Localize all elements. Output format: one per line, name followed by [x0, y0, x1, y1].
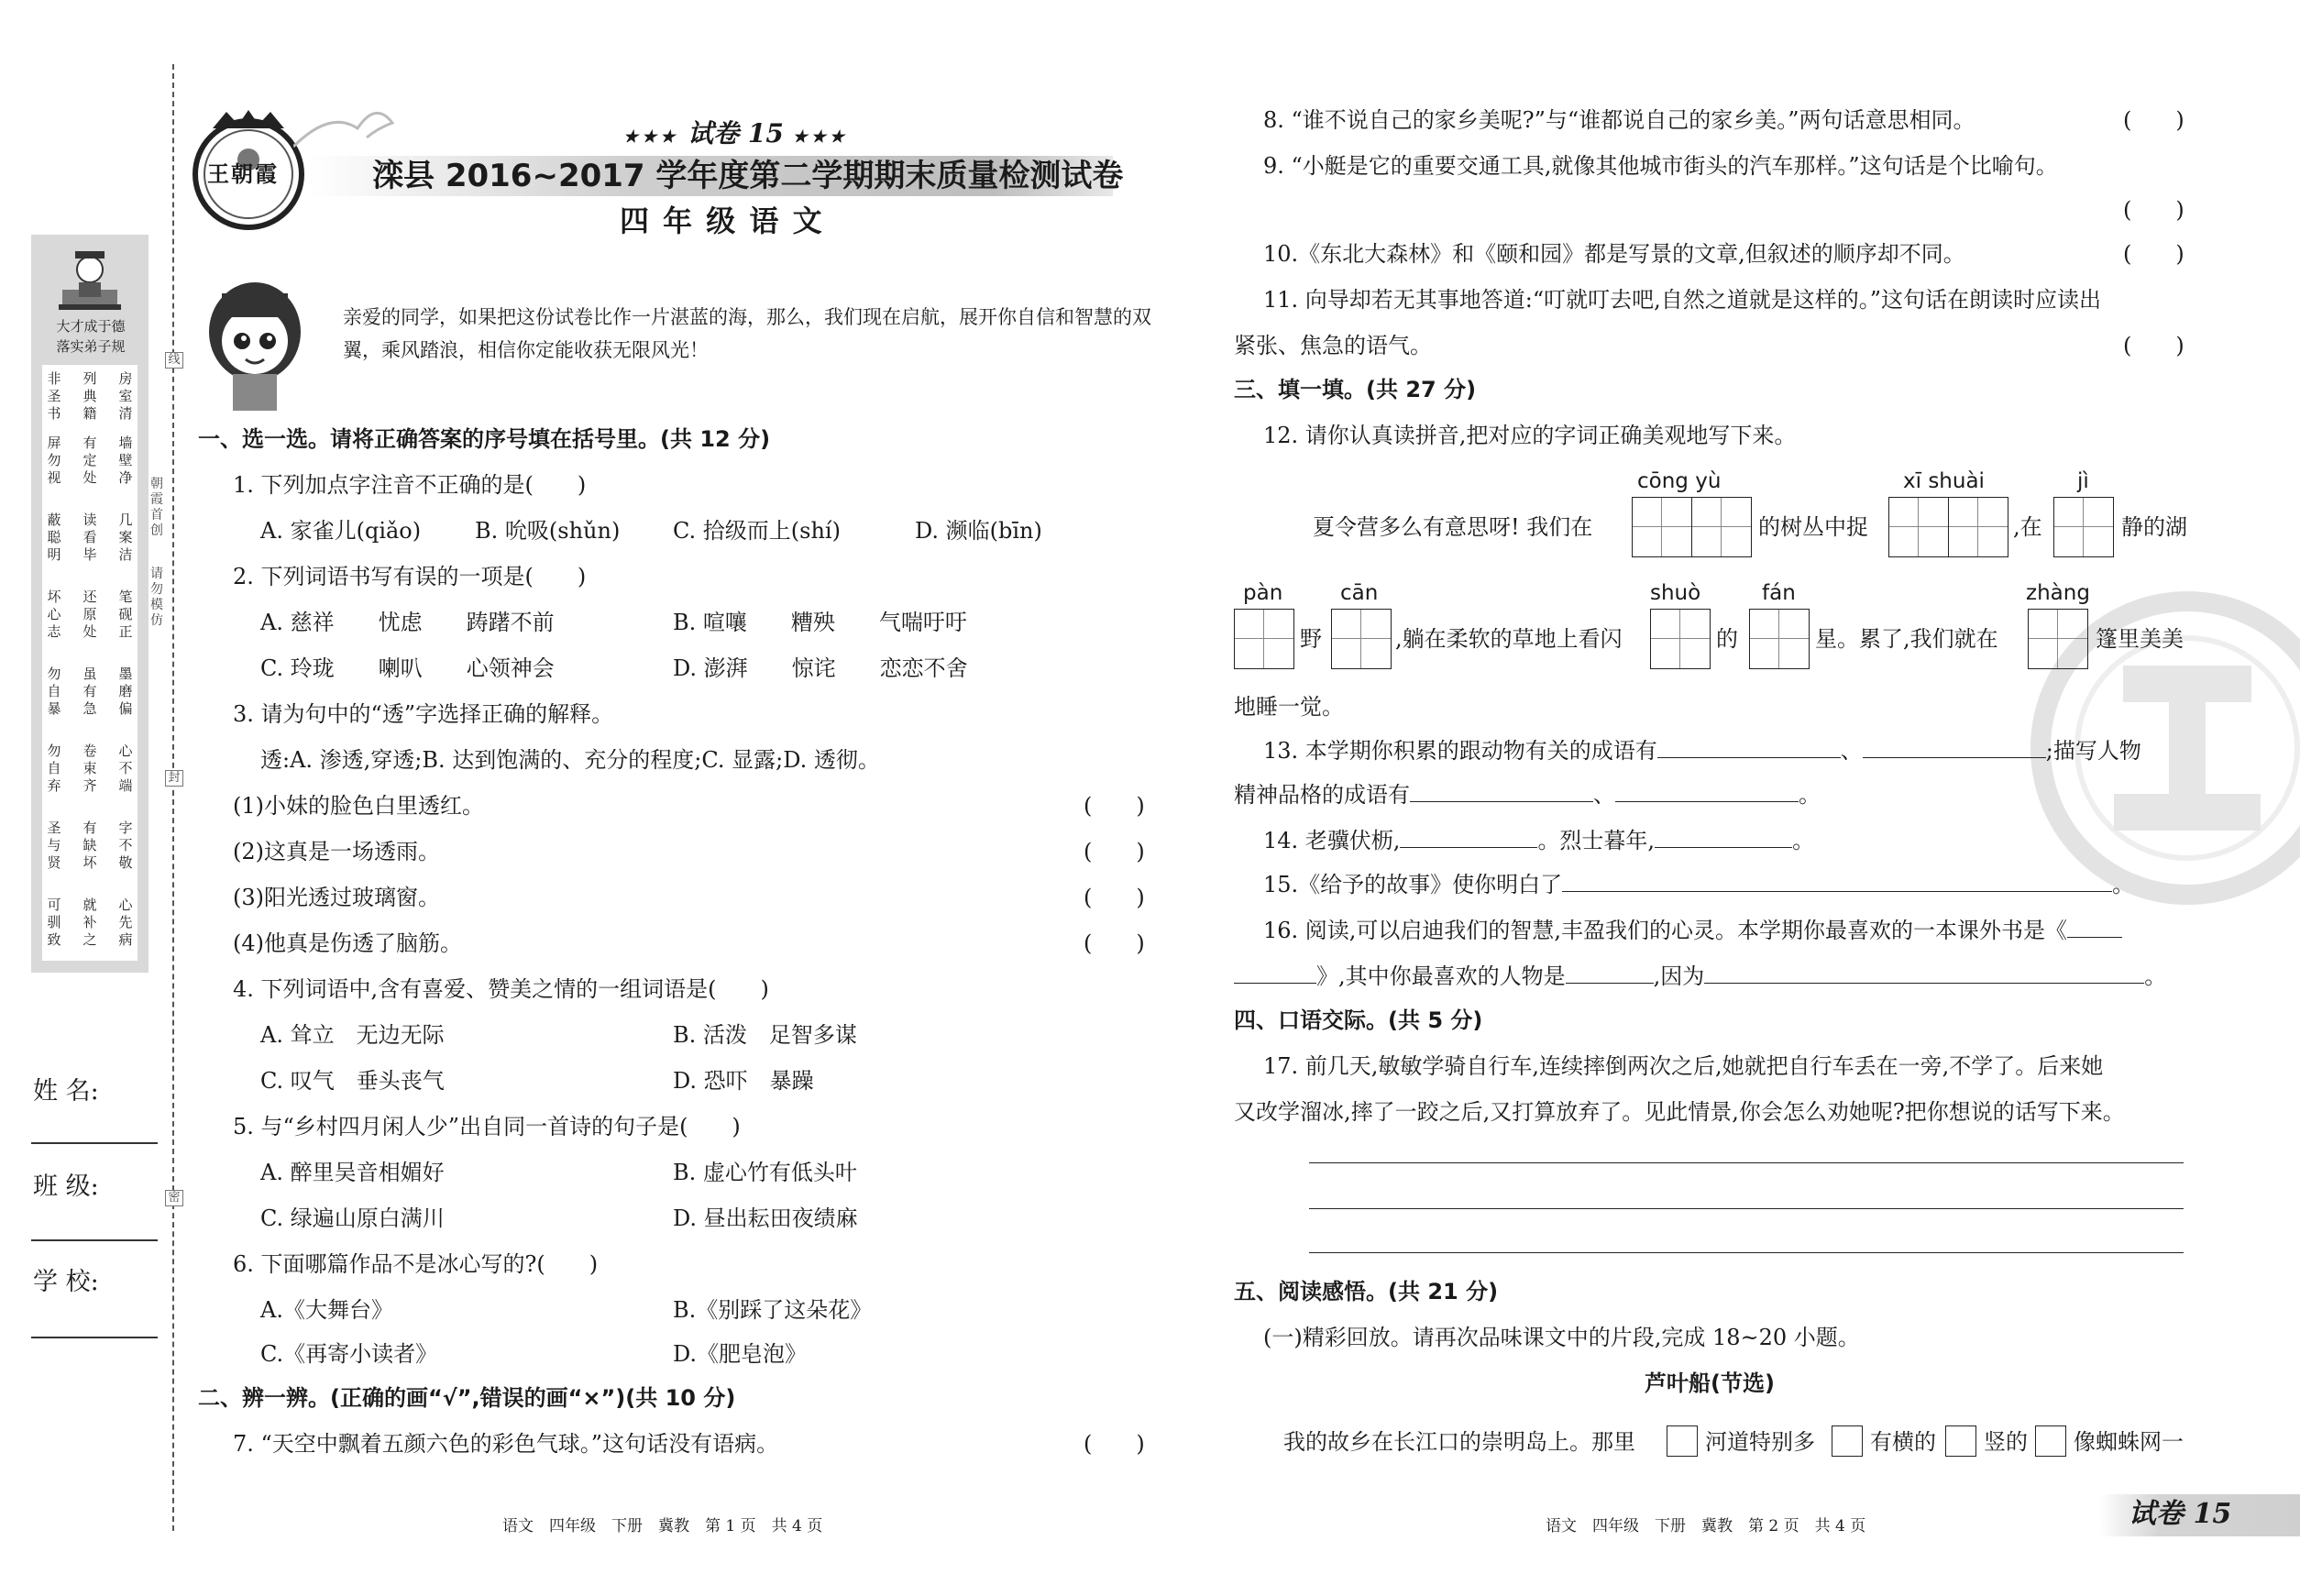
q13-line-2: 精神品格的成语有 、 。 [1234, 782, 1821, 808]
pinyin-zhang: zhàng [2026, 581, 2090, 605]
q8-answer-paren[interactable]: ( ) [2123, 107, 2184, 133]
rules-panel [31, 235, 149, 973]
q12-text-3: ,在 [2013, 514, 2042, 540]
poem-col: 笔砚正 [118, 589, 133, 640]
seal-tag-mi: 密 [165, 1190, 183, 1206]
q6-option-a[interactable]: A.《大舞台》 [260, 1297, 393, 1323]
passage-text-1: 我的故乡在长江口的崇明岛上。那里 [1283, 1429, 1635, 1455]
side-text-original: 朝霞首创 [150, 477, 163, 538]
q14-blank-2[interactable] [1655, 827, 1792, 848]
writing-grid-xi-shuai[interactable] [1888, 497, 2008, 557]
q11-line-1: 11. 向导却若无其事地答道:“叮就叮去吧,自然之道就是这样的。”这句话在朗读时应读出 [1263, 287, 2102, 313]
name-field-line[interactable] [31, 1142, 158, 1144]
q8-stem: 8. “谁不说自己的家乡美呢?”与“谁都说自己的家乡美。”两句话意思相同。 [1263, 107, 1975, 133]
seal-tag-feng: 封 [165, 770, 183, 787]
q6-option-b[interactable]: B.《别踩了这朵花》 [673, 1297, 873, 1323]
writing-grid-shuo[interactable] [1650, 609, 1711, 669]
q11-line-2: 紧张、焦急的语气。 [1234, 333, 1432, 358]
writing-grid-can[interactable] [1331, 609, 1392, 669]
q13-blank-4[interactable] [1615, 781, 1799, 802]
punctuation-box-2[interactable] [1832, 1425, 1863, 1457]
poem-col: 墨磨偏 [118, 666, 133, 717]
writing-grid-zhang[interactable] [2028, 609, 2088, 669]
q13-line-1: 13. 本学期你积累的跟动物有关的成语有 、 ;描写人物 [1263, 738, 2141, 764]
section-3-title: 三、填一填。(共 27 分) [1234, 377, 1477, 402]
school-field-line[interactable] [31, 1337, 158, 1338]
q1-stem: 1. 下列加点字注音不正确的是( ) [233, 472, 587, 498]
punctuation-box-3[interactable] [1945, 1425, 1976, 1457]
q12-stem: 12. 请你认真读拼音,把对应的字词正确美观地写下来。 [1263, 423, 1797, 448]
q12-text-6: ,躺在柔软的草地上看闪 [1395, 626, 1623, 652]
q17-answer-line-1[interactable] [1309, 1162, 2184, 1163]
poem-col: 心不端 [118, 743, 133, 794]
q16-line-1: 16. 阅读,可以启迪我们的智慧,丰盈我们的心灵。本学期你最喜欢的一本课外书是《 [1263, 917, 2122, 944]
q14-blank-1[interactable] [1400, 827, 1537, 848]
q2-option-c[interactable]: C. 玲珑 喇叭 心领神会 [260, 655, 555, 681]
q3-item-1: (1)小妹的脸色白里透红。 [233, 793, 484, 819]
q2-option-d[interactable]: D. 澎湃 惊诧 恋恋不舍 [673, 655, 968, 681]
q17-answer-line-2[interactable] [1309, 1208, 2184, 1209]
corner-series-label: 试卷 15 [2129, 1498, 2232, 1530]
poem-col: 就补之 [83, 897, 97, 948]
poem-col: 卷束齐 [83, 743, 97, 794]
passage-text-3: 有横的 [1870, 1429, 1936, 1455]
q4-stem: 4. 下列词语中,含有喜爱、赞美之情的一组词语是( ) [233, 976, 769, 1002]
q12-text-9: 篷里美美 [2096, 626, 2184, 652]
poem-col: 勿自暴 [47, 666, 61, 717]
q3-4-answer-paren[interactable]: ( ) [1084, 930, 1145, 956]
pinyin-cong-yu: cōng yù [1637, 469, 1722, 493]
pinyin-can: cān [1340, 581, 1379, 605]
q5-option-a[interactable]: A. 醉里吴音相媚好 [260, 1160, 445, 1185]
q17-line-2: 又改学溜冰,摔了一跤之后,又打算放弃了。见此情景,你会怎么劝她呢?把你想说的话写下来。 [1234, 1099, 2125, 1125]
q3-stem: 3. 请为句中的“透”字选择正确的解释。 [233, 701, 614, 727]
q5-stem: 5. 与“乡村四月闲人少”出自同一首诗的句子是( ) [233, 1114, 741, 1139]
passage-title: 芦叶船(节选) [1645, 1370, 1775, 1396]
di-zi-gui-poem [42, 365, 138, 961]
passage-text-2: 河道特别多 [1705, 1429, 1815, 1455]
q4-option-c[interactable]: C. 叹气 垂头丧气 [260, 1068, 445, 1094]
q12-text-7: 的 [1716, 626, 1738, 652]
pinyin-ji: jì [2077, 469, 2089, 493]
scholar-illustration-icon [55, 244, 125, 317]
section-5-subtitle: (一)精彩回放。请再次品味课文中的片段,完成 18~20 小题。 [1263, 1325, 1860, 1350]
writing-grid-cong-yu[interactable] [1632, 497, 1752, 557]
q9-stem: 9. “小艇是它的重要交通工具,就像其他城市街头的汽车那样。”这句话是个比喻句。 [1263, 153, 2058, 179]
exam-title: 滦县 2016~2017 学年度第二学期期末质量检测试卷 [372, 158, 1124, 194]
q3-item-2: (2)这真是一场透雨。 [233, 839, 440, 864]
poem-col: 有缺坏 [83, 820, 97, 871]
poem-col: 心先病 [118, 897, 133, 948]
school-field-label: 学 校: [33, 1268, 99, 1296]
q4-option-b[interactable]: B. 活泼 足智多谋 [673, 1022, 857, 1048]
q14-line: 14. 老骥伏枥, 。烈士暮年, 。 [1263, 828, 1815, 853]
poem-col: 坏心志 [47, 589, 61, 640]
q5-option-d[interactable]: D. 昼出耘田夜绩麻 [673, 1205, 858, 1231]
poem-col: 还原处 [83, 589, 97, 640]
q13-blank-3[interactable] [1410, 781, 1593, 802]
q12-text-8: 星。累了,我们就在 [1815, 626, 1998, 652]
q12-text-5: 野 [1300, 626, 1322, 652]
q13-blank-1[interactable] [1657, 737, 1841, 758]
logo-text: 王朝霞 [207, 160, 279, 187]
motto-line-2: 落实弟子规 [56, 338, 126, 355]
q6-option-d[interactable]: D.《肥皂泡》 [673, 1341, 808, 1367]
poem-col: 列典籍 [83, 370, 97, 422]
q4-option-a[interactable]: A. 耸立 无边无际 [260, 1022, 445, 1048]
writing-grid-pan[interactable] [1234, 609, 1294, 669]
q3-item-3: (3)阳光透过玻璃窗。 [233, 885, 440, 910]
poem-col: 有定处 [83, 435, 97, 486]
binding-dashed-line [172, 64, 174, 1531]
pinyin-shuo: shuò [1650, 581, 1701, 605]
q9-answer-paren[interactable]: ( ) [2123, 197, 2184, 223]
class-field-label: 班 级: [33, 1172, 99, 1201]
q6-stem: 6. 下面哪篇作品不是冰心写的?( ) [233, 1251, 599, 1277]
girl-mascot-icon [200, 275, 310, 413]
poem-col: 可驯致 [47, 897, 61, 948]
q11-answer-paren[interactable]: ( ) [2123, 333, 2184, 358]
q12-text-2: 的树丛中捉 [1758, 514, 1868, 540]
page1-footer: 语文 四年级 下册 冀教 第 1 页 共 4 页 [502, 1517, 823, 1535]
poem-col: 勿自弃 [47, 743, 61, 794]
q3-2-answer-paren[interactable]: ( ) [1084, 839, 1145, 864]
q17-answer-line-3[interactable] [1309, 1252, 2184, 1253]
name-field-label: 姓 名: [33, 1077, 99, 1106]
section-1-title: 一、选一选。请将正确答案的序号填在括号里。(共 12 分) [198, 426, 771, 452]
q3-3-answer-paren[interactable]: ( ) [1084, 885, 1145, 910]
pinyin-pan: pàn [1243, 581, 1283, 605]
exam-subtitle: 四 年 级 语 文 [620, 204, 824, 238]
poem-col: 读看毕 [83, 512, 97, 563]
pinyin-fan: fán [1762, 581, 1796, 605]
poem-col: 屏勿视 [47, 435, 61, 486]
passage-text-5: 像蜘蛛网一 [2074, 1429, 2184, 1455]
poem-col: 虽有急 [83, 666, 97, 717]
poem-col: 字不敬 [118, 820, 133, 871]
passage-text-4: 竖的 [1984, 1429, 2028, 1455]
q12-text-1: 夏令营多么有意思呀! 我们在 [1313, 514, 1593, 540]
q5-option-c[interactable]: C. 绿遍山原白满川 [260, 1205, 445, 1231]
poem-col: 墙壁净 [118, 435, 133, 486]
q7-stem: 7. “天空中飘着五颜六色的彩色气球。”这句话没有语病。 [233, 1431, 779, 1457]
q4-option-d[interactable]: D. 恐吓 暴躁 [673, 1068, 814, 1094]
poem-col: 非圣书 [47, 370, 61, 422]
q10-answer-paren[interactable]: ( ) [2123, 241, 2184, 267]
q1-option-b[interactable]: B. 吮吸(shǔn) [475, 518, 621, 544]
seal-tag-xian: 线 [165, 352, 183, 369]
poem-col: 几案洁 [118, 512, 133, 563]
punctuation-box-4[interactable] [2035, 1425, 2066, 1457]
q2-stem: 2. 下列词语书写有误的一项是( ) [233, 564, 587, 589]
section-4-title: 四、口语交际。(共 5 分) [1234, 1007, 1483, 1033]
pinyin-xi-shuai: xī shuài [1903, 469, 1985, 493]
q16-line-2: 》,其中你最喜欢的人物是 ,因为 。 [1234, 963, 2166, 990]
poem-col: 圣与贤 [47, 820, 61, 871]
motto-line-1: 大才成于德 [56, 318, 126, 335]
q12-text-10: 地睡一觉。 [1234, 694, 1344, 720]
writing-grid-fan[interactable] [1749, 609, 1810, 669]
q10-stem: 10.《东北大森林》和《颐和园》都是写景的文章,但叙述的顺序却不同。 [1263, 241, 1965, 267]
q1-option-d[interactable]: D. 濒临(bīn) [915, 518, 1042, 544]
q3-1-answer-paren[interactable]: ( ) [1084, 793, 1145, 819]
q2-option-b[interactable]: B. 喧嚷 糟殃 气喘吁吁 [673, 610, 967, 635]
q7-answer-paren[interactable]: ( ) [1084, 1431, 1145, 1457]
q15-line: 15.《给予的故事》使你明白了 。 [1263, 872, 2135, 897]
punctuation-box-1[interactable] [1667, 1425, 1698, 1457]
q16-blank-character[interactable] [1566, 963, 1654, 984]
side-text-no-copy: 请勿模仿 [150, 567, 163, 628]
series-label: ★★★ 试卷 15 ★★★ [623, 118, 849, 149]
q16-blank-book-a[interactable] [2067, 917, 2122, 938]
q13-blank-2[interactable] [1863, 737, 2046, 758]
q3-item-4: (4)他真是伤透了脑筋。 [233, 930, 462, 956]
q15-blank[interactable] [1562, 871, 2112, 892]
section-5-title: 五、阅读感悟。(共 21 分) [1234, 1279, 1499, 1304]
writing-grid-ji[interactable] [2053, 497, 2114, 557]
q12-text-4: 静的湖 [2121, 514, 2187, 540]
q1-option-a[interactable]: A. 家雀儿(qiǎo) [260, 518, 422, 544]
q2-option-a[interactable]: A. 慈祥 忧虑 踌躇不前 [260, 610, 555, 635]
q16-blank-reason[interactable] [1704, 963, 2144, 984]
page2-footer: 语文 四年级 下册 冀教 第 2 页 共 4 页 [1546, 1517, 1866, 1535]
class-field-line[interactable] [31, 1239, 158, 1241]
q6-option-c[interactable]: C.《再寄小读者》 [260, 1341, 438, 1367]
section-2-title: 二、辨一辨。(正确的画“√”,错误的画“×”)(共 10 分) [198, 1385, 736, 1411]
ribbon-decoration-icon [293, 101, 394, 156]
q16-blank-book-b[interactable] [1234, 963, 1316, 984]
intro-paragraph: 亲爱的同学，如果把这份试卷比作一片湛蓝的海，那么，我们现在启航，展开你自信和智慧的双翼，乘风踏浪，相信你定能收获无限风光！ [343, 306, 1151, 361]
poem-col: 蔽聪明 [47, 512, 61, 563]
q5-option-b[interactable]: B. 虚心竹有低头叶 [673, 1160, 857, 1185]
poem-col: 房室清 [118, 370, 133, 422]
q17-line-1: 17. 前几天,敏敏学骑自行车,连续摔倒两次之后,她就把自行车丢在一旁,不学了。后来她 [1263, 1053, 2104, 1079]
q3-definitions: 透:A. 渗透,穿透;B. 达到饱满的、充分的程度;C. 显露;D. 透彻。 [260, 747, 880, 773]
q1-option-c[interactable]: C. 拾级而上(shí) [673, 518, 841, 544]
